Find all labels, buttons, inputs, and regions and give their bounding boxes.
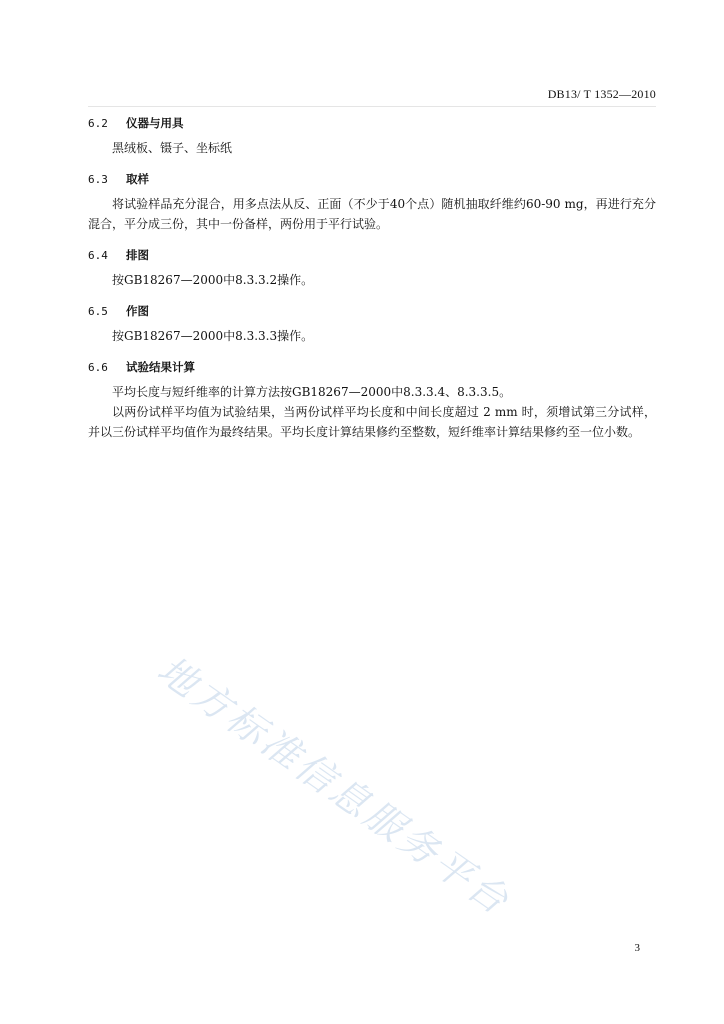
section-number: 6.6 — [88, 361, 108, 374]
section-title: 仪器与用具 — [126, 116, 184, 130]
section-number: 6.5 — [88, 305, 108, 318]
section-title: 取样 — [126, 172, 149, 186]
section-heading — [88, 247, 656, 264]
section-title: 试验结果计算 — [126, 360, 195, 374]
paragraph: 将试验样品充分混合，用多点法从反、正面（不少于40个点）随机抽取纤维约60-90 mg，再进行充分混合，平分成三份，其中一份备样，两份用于平行试验。 — [88, 197, 656, 231]
page-number: 3 — [634, 942, 640, 954]
section-6-2 — [88, 115, 656, 158]
document-body — [88, 115, 656, 442]
section-heading — [88, 115, 656, 132]
section-number: 6.3 — [88, 173, 108, 186]
section-heading — [88, 359, 656, 376]
section-6-3 — [88, 171, 656, 234]
paragraph: 黑绒板、镊子、坐标纸 — [112, 141, 233, 155]
section-title: 作图 — [126, 304, 149, 318]
section-6-5 — [88, 303, 656, 346]
standard-code: DB13/ T 1352—2010 — [547, 87, 656, 101]
section-heading — [88, 171, 656, 188]
paragraph: 按GB18267—2000中8.3.3.3操作。 — [112, 329, 314, 343]
section-heading — [88, 303, 656, 320]
header-divider — [88, 106, 656, 107]
section-6-6 — [88, 359, 656, 442]
paragraph: 以两份试样平均值为试验结果，当两份试样平均长度和中间长度超过 2 mm 时，须增试第三分试样，并以三份试样平均值作为最终结果。平均长度计算结果修约至整数，短纤维率计算结果修约至一位小数。 — [88, 405, 656, 439]
section-6-4 — [88, 247, 656, 290]
watermark: 地方标准信息服务平台 — [149, 647, 519, 925]
section-title: 排图 — [126, 248, 149, 262]
paragraph: 平均长度与短纤维率的计算方法按GB18267—2000中8.3.3.4、8.3.3.5。 — [112, 385, 512, 399]
section-number: 6.2 — [88, 117, 108, 130]
paragraph: 按GB18267—2000中8.3.3.2操作。 — [112, 273, 314, 287]
section-number: 6.4 — [88, 249, 108, 262]
